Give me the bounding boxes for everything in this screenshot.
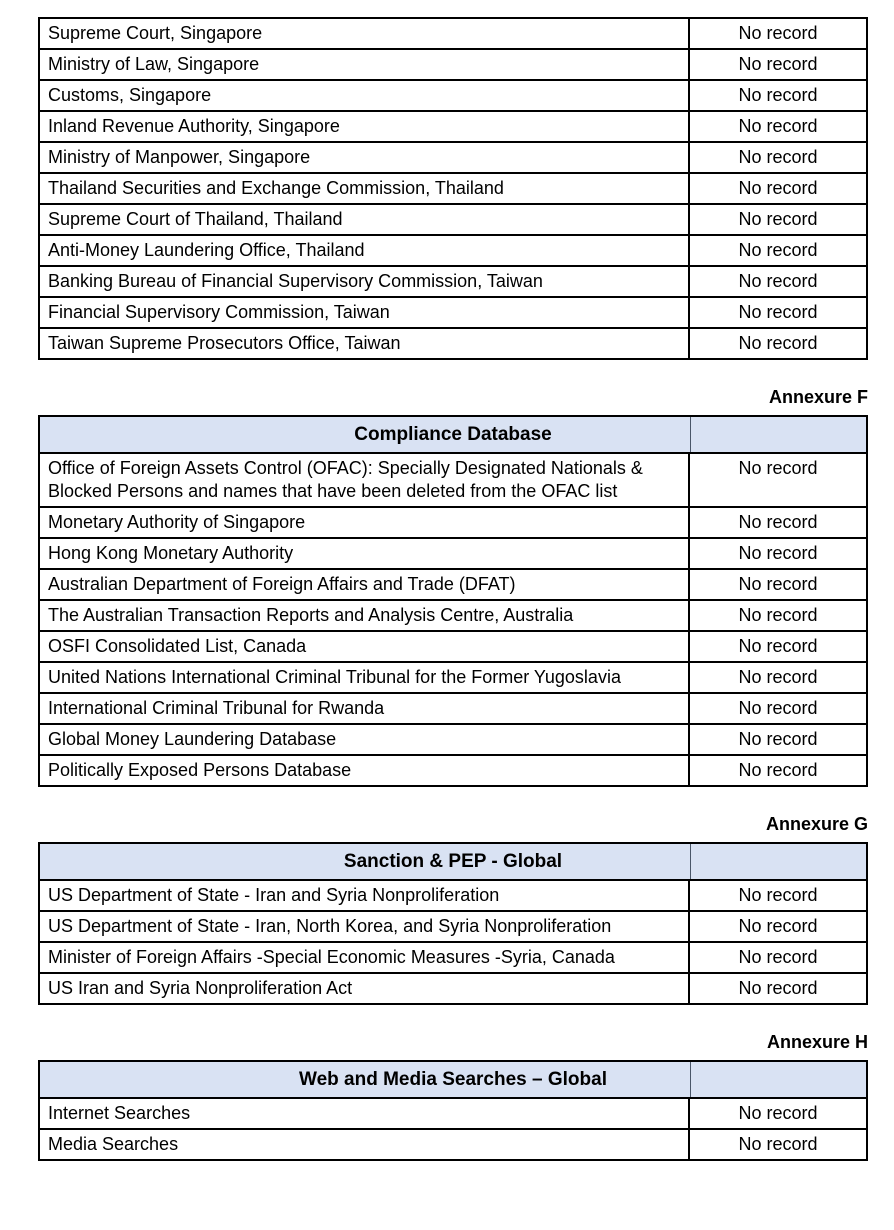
result-cell: No record: [738, 240, 818, 260]
result-cell: No record: [738, 1103, 818, 1123]
result-cell: No record: [738, 947, 818, 967]
table-header-row: [40, 1062, 866, 1099]
result-cell: No record: [738, 458, 818, 478]
source-cell: US Iran and Syria Nonproliferation Act: [40, 974, 690, 1003]
table-row: [40, 881, 866, 910]
source-cell: Financial Supervisory Commission, Taiwan: [40, 298, 690, 327]
result-cell: No record: [738, 636, 818, 656]
source-cell: OSFI Consolidated List, Canada: [40, 632, 690, 661]
source-cell: Australian Department of Foreign Affairs and Trade (DFAT): [40, 570, 690, 599]
result-cell: No record: [738, 916, 818, 936]
result-cell: No record: [738, 698, 818, 718]
table-row: [40, 941, 866, 972]
source-cell: Politically Exposed Persons Database: [40, 756, 690, 785]
table-web-media-searches-global: [38, 1060, 868, 1161]
table-row: [40, 454, 866, 506]
table-row: [40, 79, 866, 110]
source-cell: Taiwan Supreme Prosecutors Office, Taiwan: [40, 329, 690, 358]
source-cell: US Department of State - Iran, North Korea, and Syria Nonproliferation: [40, 912, 690, 941]
source-cell: Monetary Authority of Singapore: [40, 508, 690, 537]
result-cell: No record: [738, 178, 818, 198]
source-cell: Ministry of Law, Singapore: [40, 50, 690, 79]
source-cell: Global Money Laundering Database: [40, 725, 690, 754]
result-cell: No record: [738, 667, 818, 687]
result-cell: No record: [738, 209, 818, 229]
result-cell: No record: [738, 978, 818, 998]
result-cell: No record: [738, 543, 818, 563]
result-cell: No record: [738, 760, 818, 780]
table-compliance-database: [38, 415, 868, 787]
source-cell: Inland Revenue Authority, Singapore: [40, 112, 690, 141]
result-cell: No record: [738, 605, 818, 625]
table-row: [40, 19, 866, 48]
table-regulatory-sources-continued: [38, 17, 868, 360]
source-cell: Anti-Money Laundering Office, Thailand: [40, 236, 690, 265]
table-row: [40, 568, 866, 599]
table-row: [40, 234, 866, 265]
annexure-label: Annexure F: [768, 387, 868, 407]
table-title: Sanction & PEP - Global: [343, 851, 563, 872]
table-row: [40, 723, 866, 754]
result-cell: No record: [738, 302, 818, 322]
result-cell: No record: [738, 116, 818, 136]
table-row: [40, 661, 866, 692]
table-title: Web and Media Searches – Global: [299, 1069, 607, 1090]
column-divider: [690, 417, 691, 452]
table-row: [40, 110, 866, 141]
table-row: [40, 296, 866, 327]
source-cell: Hong Kong Monetary Authority: [40, 539, 690, 568]
table-row: [40, 537, 866, 568]
source-cell: Media Searches: [40, 1130, 690, 1159]
result-cell: No record: [738, 885, 818, 905]
table-sanction-pep-global: [38, 842, 868, 1005]
source-cell: The Australian Transaction Reports and Analysis Centre, Australia: [40, 601, 690, 630]
result-cell: No record: [738, 574, 818, 594]
table-title: Compliance Database: [354, 424, 552, 445]
table-row: [40, 754, 866, 785]
table-row: [40, 265, 866, 296]
result-cell: No record: [738, 729, 818, 749]
source-cell: Supreme Court, Singapore: [40, 19, 690, 48]
result-cell: No record: [738, 333, 818, 353]
column-divider: [690, 1062, 691, 1097]
source-cell: Banking Bureau of Financial Supervisory Commission, Taiwan: [40, 267, 690, 296]
table-row: [40, 599, 866, 630]
table-row: [40, 972, 866, 1003]
result-cell: No record: [738, 23, 818, 43]
table-row: [40, 630, 866, 661]
source-cell: Minister of Foreign Affairs -Special Economic Measures -Syria, Canada: [40, 943, 690, 972]
table-row: [40, 506, 866, 537]
result-cell: No record: [738, 54, 818, 74]
source-cell: United Nations International Criminal Tribunal for the Former Yugoslavia: [40, 663, 690, 692]
table-row: [40, 1099, 866, 1128]
table-row: [40, 141, 866, 172]
table-row: [40, 692, 866, 723]
table-row: [40, 48, 866, 79]
result-cell: No record: [738, 147, 818, 167]
annexure-label: Annexure H: [766, 1032, 868, 1052]
table-row: [40, 1128, 866, 1159]
source-cell: US Department of State - Iran and Syria Nonproliferation: [40, 881, 690, 910]
source-cell: Supreme Court of Thailand, Thailand: [40, 205, 690, 234]
column-divider: [690, 844, 691, 879]
table-row: [40, 910, 866, 941]
source-cell: International Criminal Tribunal for Rwanda: [40, 694, 690, 723]
table-row: [40, 327, 866, 358]
result-cell: No record: [738, 512, 818, 532]
table-header-row: [40, 417, 866, 454]
table-row: [40, 172, 866, 203]
source-cell: Thailand Securities and Exchange Commission, Thailand: [40, 174, 690, 203]
source-cell: Internet Searches: [40, 1099, 690, 1128]
table-row: [40, 203, 866, 234]
source-cell: Customs, Singapore: [40, 81, 690, 110]
result-cell: No record: [738, 1134, 818, 1154]
annexure-label: Annexure G: [765, 814, 868, 834]
source-cell: Ministry of Manpower, Singapore: [40, 143, 690, 172]
source-cell: Office of Foreign Assets Control (OFAC): Specially Designated Nationals & Blocked Persons and names that have been deleted from the OFAC list: [40, 454, 690, 506]
table-header-row: [40, 844, 866, 881]
report-body: [38, 0, 868, 1161]
result-cell: No record: [738, 85, 818, 105]
result-cell: No record: [738, 271, 818, 291]
